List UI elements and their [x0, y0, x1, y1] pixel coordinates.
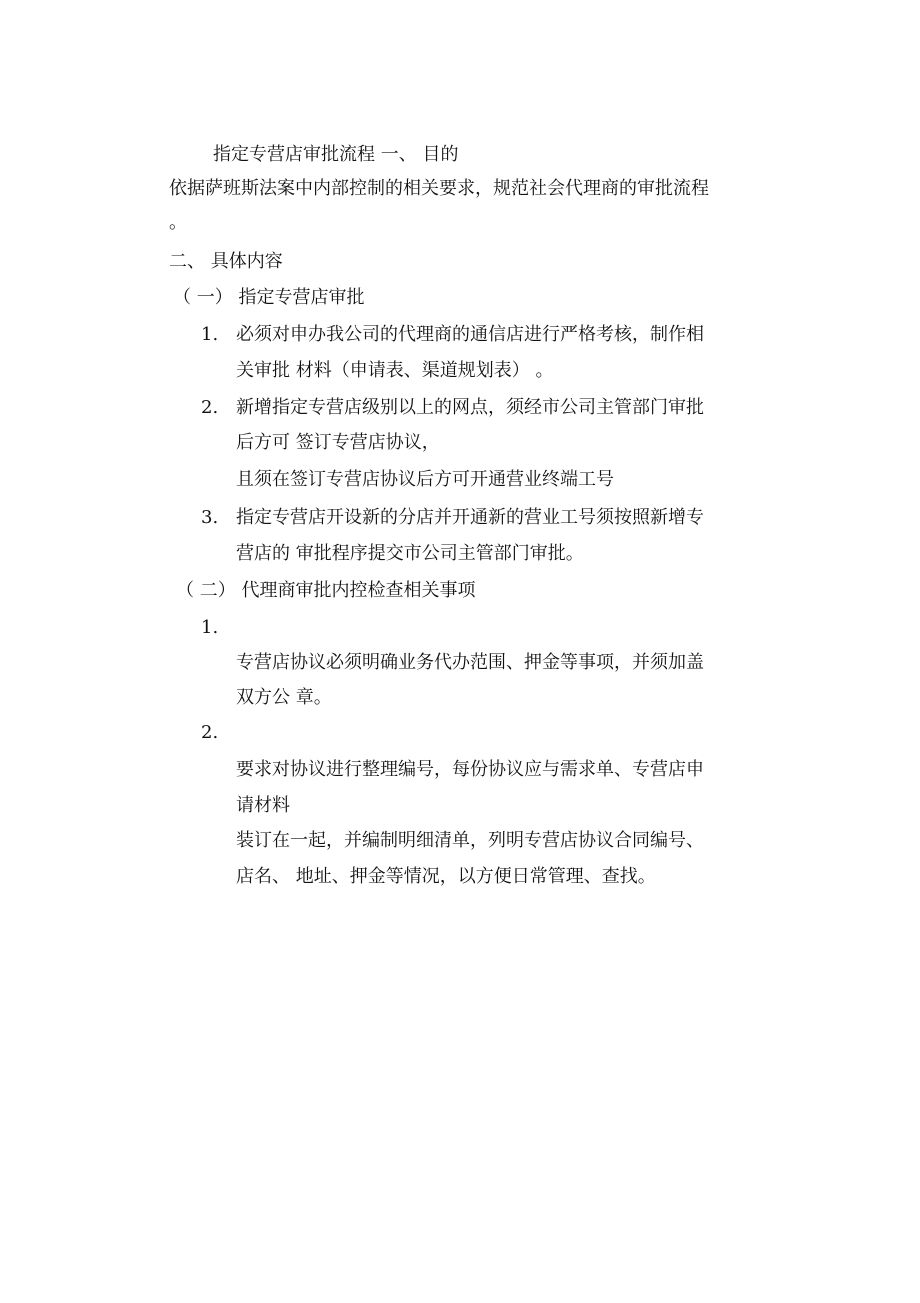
item-number: 3.: [201, 507, 219, 528]
item-text-line: 双方公 章。: [236, 687, 332, 708]
document-title-line: 指定专营店审批流程 一、 目的: [213, 144, 459, 165]
item-number: 2.: [201, 397, 219, 418]
item-text-line: 要求对协议进行整理编号，每份协议应与需求单、专营店申: [236, 759, 704, 780]
item-text-line: 店名、 地址、押金等情况，以方便日常管理、查找。: [236, 866, 656, 887]
item-text-line: 营店的 审批程序提交市公司主管部门审批。: [236, 543, 584, 564]
purpose-text-line-2: 。: [169, 212, 187, 233]
item-number: 1.: [201, 617, 219, 638]
item-text-line: 专营店协议必须明确业务代办范围、押金等事项，并须加盖: [236, 652, 704, 673]
item-number: 2.: [201, 722, 219, 743]
item-text-line: 必须对申办我公司的代理商的通信店进行严格考核，制作相: [236, 324, 704, 345]
item-number: 1.: [201, 324, 219, 345]
item-text-line: 请材料: [236, 795, 290, 816]
section-2-heading: 二、 具体内容: [169, 251, 283, 272]
item-text-line: 新增指定专营店级别以上的网点，须经市公司主管部门审批: [236, 397, 704, 418]
item-text-line: 指定专营店开设新的分店并开通新的营业工号须按照新增专: [236, 507, 704, 528]
subsection-2-heading: （ 二） 代理商审批内控检查相关事项: [176, 580, 476, 601]
purpose-text-line-1: 依据萨班斯法案中内部控制的相关要求，规范社会代理商的审批流程: [169, 178, 709, 199]
subsection-1-heading: （ 一） 指定专营店审批: [173, 287, 365, 308]
item-text-line: 后方可 签订专营店协议，: [236, 432, 440, 453]
item-text-line: 关审批 材料（申请表、渠道规划表） 。: [236, 360, 554, 381]
item-text-line: 且须在签订专营店协议后方可开通营业终端工号: [236, 469, 614, 490]
item-text-line: 装订在一起，并编制明细清单，列明专营店协议合同编号、: [236, 830, 704, 851]
